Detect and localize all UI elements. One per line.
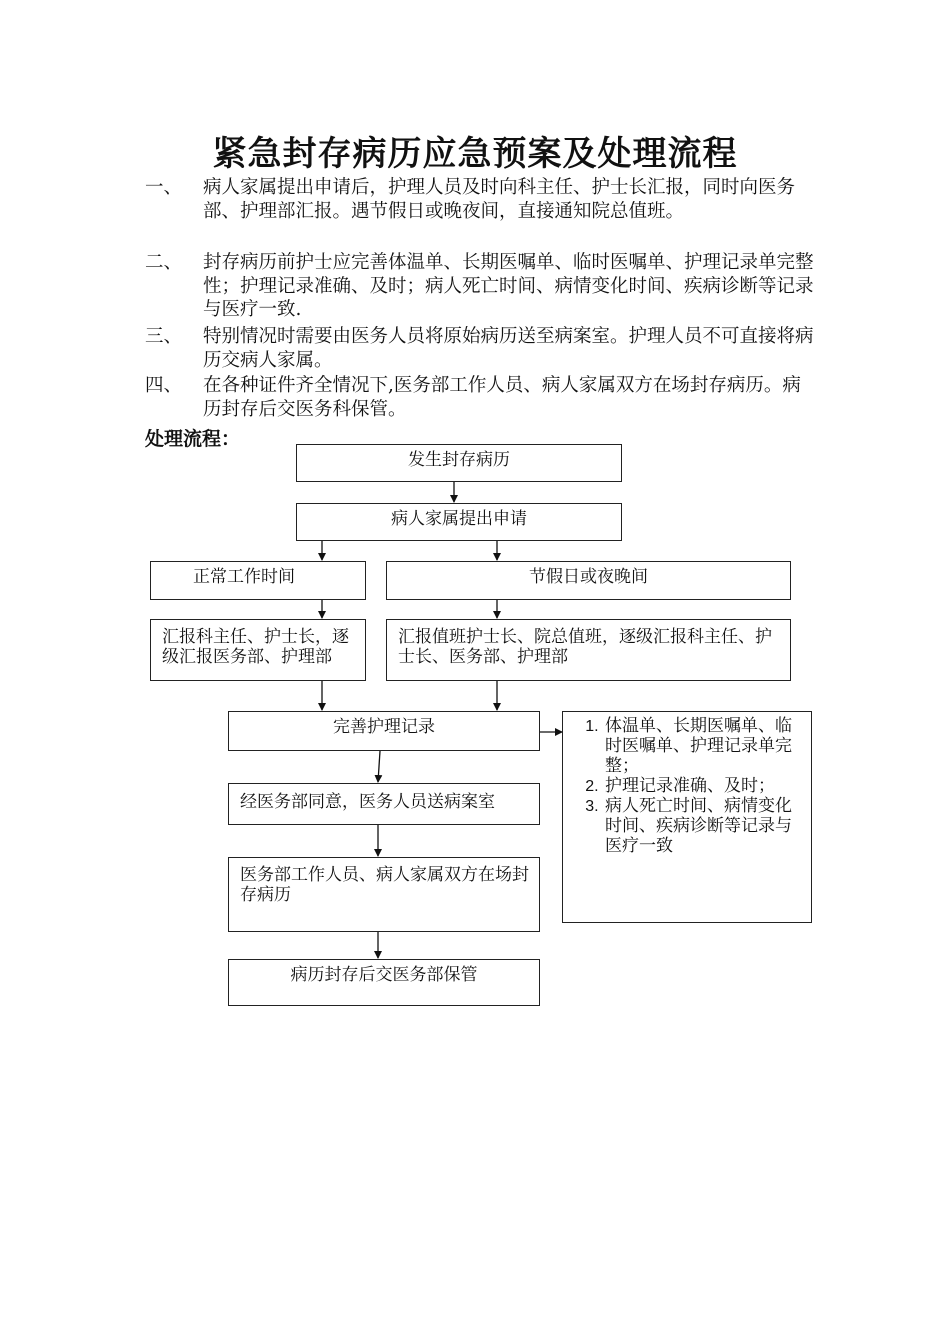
flow-apply-box	[296, 503, 622, 541]
item-text: 封存病历前护士应完善体温单、长期医嘱单、临时医嘱单、护理记录单完整性；护理记录准确、及时；病人死亡时间、病情变化时间、疾病诊断等记录与医疗一致.	[203, 252, 814, 320]
note-item: 1. 体温单、长期医嘱单、临时医嘱单、护理记录单完整；	[603, 716, 805, 776]
document-title: 紧急封存病历应急预案及处理流程	[212, 134, 738, 174]
flow-normal-time-label: 正常工作时间	[193, 567, 295, 587]
flow-keep-box	[228, 959, 540, 1006]
flow-holiday-report-label: 汇报值班护士长、院总值班，逐级汇报科主任、护士长、医务部、护理部	[398, 627, 772, 667]
flow-normal-report-label: 汇报科主任、护士长，逐级汇报医务部、护理部	[162, 627, 349, 667]
item-number: 一、	[145, 177, 183, 198]
item-number: 二、	[145, 252, 183, 273]
item-number: 四、	[145, 375, 183, 396]
flow-seal-on-site-box	[228, 857, 540, 932]
flow-keep-label: 病历封存后交医务部保管	[290, 965, 478, 985]
flow-complete-records-box	[228, 711, 540, 751]
item-number: 三、	[145, 326, 183, 347]
item-text: 在各种证件齐全情况下,医务部工作人员、病人家属双方在场封存病历。病历封存后交医务科保管。	[203, 375, 801, 420]
flow-notes-box	[562, 711, 812, 923]
flow-send-archive-box	[228, 783, 540, 825]
flow-normal-report-box	[150, 619, 366, 681]
flow-start-box	[296, 444, 622, 482]
note-item: 2. 护理记录准确、及时；	[603, 776, 805, 796]
notes-list	[563, 712, 811, 856]
flow-heading: 处理流程：	[145, 428, 241, 450]
flow-holiday-report-box	[386, 619, 791, 681]
flow-apply-label: 病人家属提出申请	[391, 509, 527, 529]
note-item: 3. 病人死亡时间、病情变化时间、疾病诊断等记录与医疗一致	[603, 796, 805, 856]
flow-seal-on-site-label: 医务部工作人员、病人家属双方在场封存病历	[240, 865, 529, 905]
flow-holiday-time-label: 节假日或夜晚间	[529, 567, 648, 587]
flow-send-archive-label: 经医务部同意，医务人员送病案室	[240, 792, 495, 812]
arrow-complete-to-archive	[378, 751, 380, 782]
flow-holiday-time-box	[386, 561, 791, 600]
flow-start-label: 发生封存病历	[408, 450, 510, 470]
item-text: 特别情况时需要由医务人员将原始病历送至病案室。护理人员不可直接将病历交病人家属。	[203, 326, 814, 371]
flow-normal-time-box	[150, 561, 366, 600]
flow-complete-records-label: 完善护理记录	[333, 717, 435, 737]
item-text: 病人家属提出申请后，护理人员及时向科主任、护士长汇报，同时向医务部、护理部汇报。遇节假日或晚夜间，直接通知院总值班。	[203, 177, 796, 222]
